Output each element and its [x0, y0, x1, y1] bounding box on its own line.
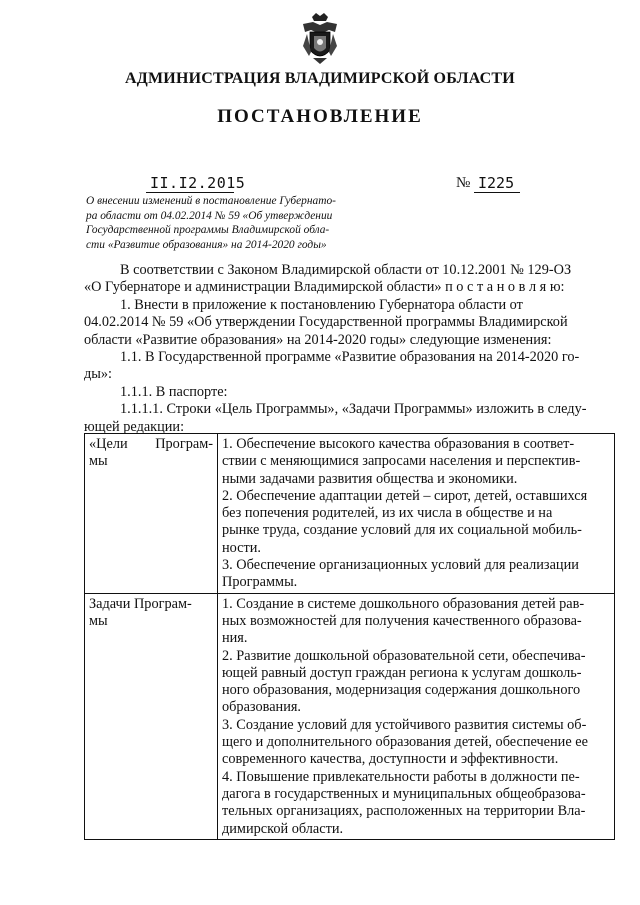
- body-line: 04.02.2014 № 59 «Об утверждении Государственной программы Владимирской: [84, 314, 568, 331]
- document-body: [84, 262, 612, 436]
- body-line: области «Развитие образования» на 2014-2020 годы» следующие изменения:: [84, 331, 552, 348]
- content-line: димирской области.: [222, 820, 344, 837]
- content-line: 3. Создание условий для устойчивого развития системы об-: [222, 716, 587, 733]
- subject-line: Государственной программы Владимирской обла-: [86, 224, 330, 236]
- body-line: ющей редакции:: [84, 418, 185, 435]
- body-line: 1.1.1. В паспорте:: [120, 383, 228, 400]
- content-line: современного качества, доступности и эффективности.: [222, 751, 559, 768]
- body-line: «О Губернаторе и администрации Владимирской области» п о с т а н о в л я ю:: [84, 279, 565, 296]
- row-content-tasks: [218, 593, 615, 839]
- row-content-goals: [218, 434, 615, 594]
- label-line: «Цели Програм-: [89, 436, 213, 452]
- content-line: ности.: [222, 539, 261, 556]
- table-row: [85, 434, 615, 594]
- content-line: 3. Обеспечение организационных условий для реализации: [222, 557, 579, 574]
- content-line: Программы.: [222, 574, 298, 591]
- subject-line: ра области от 04.02.2014 № 59 «Об утверждении: [86, 209, 333, 222]
- content-line: дагога в государственных и муниципальных общеобразова-: [222, 785, 586, 802]
- content-line: без попечения родителей, из их числа в обществе и на: [222, 505, 553, 522]
- content-line: ющей равный доступ граждан региона к услугам дошколь-: [222, 664, 582, 681]
- subject-line: О внесении изменений в постановление Губернато-: [86, 195, 336, 207]
- organization-name: АДМИНИСТРАЦИЯ ВЛАДИМИРСКОЙ ОБЛАСТИ: [125, 70, 515, 87]
- body-line: 1.1.1.1. Строки «Цель Программы», «Задачи Программы» изложить в следу-: [120, 401, 587, 418]
- number-label: №: [456, 175, 471, 191]
- body-line: ды»:: [84, 366, 113, 383]
- content-line: ствии с меняющимися запросами населения и перспектив-: [222, 453, 581, 470]
- content-line: 1. Обеспечение высокого качества образования в соответ-: [222, 436, 575, 452]
- label-line: Задачи Програм-: [89, 595, 192, 612]
- document-type: ПОСТАНОВЛЕНИЕ: [217, 106, 423, 127]
- body-line: 1. Внести в приложение к постановлению Губернатора области от: [120, 296, 523, 313]
- body-line: В соответствии с Законом Владимирской области от 10.12.2001 № 129-ОЗ: [120, 262, 572, 278]
- number-underline: [474, 192, 520, 193]
- coat-of-arms-icon: [299, 12, 341, 66]
- document-date: II.I2.2015: [150, 174, 246, 192]
- program-goals-table: [84, 433, 615, 840]
- content-line: образования.: [222, 699, 301, 716]
- document-subject: [86, 194, 386, 252]
- content-line: ния.: [222, 630, 248, 647]
- content-line: 2. Развитие дошкольной образовательной сети, обеспечива-: [222, 647, 586, 664]
- content-line: ными задачами развития общества и экономики.: [222, 470, 518, 487]
- content-line: щего и дополнительного образования детей, обеспечение ее: [222, 734, 588, 751]
- date-underline: [146, 192, 234, 193]
- row-label-goals: [85, 434, 218, 594]
- content-line: ных возможностей для получения качественного образова-: [222, 612, 582, 629]
- label-line: мы: [89, 612, 108, 629]
- row-label-tasks: [85, 593, 218, 839]
- content-line: рынке труда, создание условий для их социальной мобиль-: [222, 522, 582, 539]
- subject-line: сти «Развитие образования» на 2014-2020 годы»: [86, 238, 327, 251]
- content-line: тельных организациях, расположенных на территории Вла-: [222, 803, 586, 820]
- content-line: ного образования, модернизация содержания дошкольного: [222, 682, 581, 699]
- label-line: мы: [89, 453, 108, 470]
- content-line: 2. Обеспечение адаптации детей – сирот, детей, оставшихся: [222, 487, 588, 504]
- body-line: 1.1. В Государственной программе «Развитие образования на 2014-2020 го-: [120, 348, 580, 365]
- table-row: [85, 593, 615, 839]
- content-line: 1. Создание в системе дошкольного образования детей рав-: [222, 595, 585, 612]
- document-number: I225: [478, 174, 515, 192]
- content-line: 4. Повышение привлекательности работы в должности пе-: [222, 768, 580, 785]
